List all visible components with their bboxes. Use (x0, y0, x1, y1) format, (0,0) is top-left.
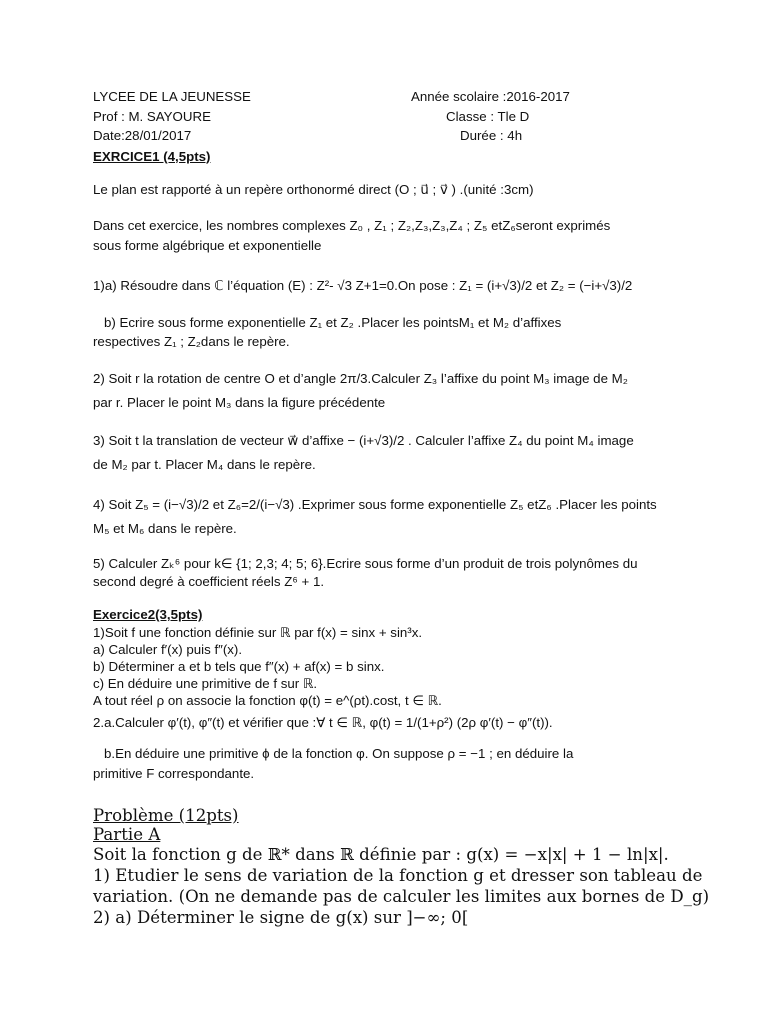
ex2-line4: c) En déduire une primitive de f sur ℝ. (93, 676, 318, 691)
ex1-q5-line1: 5) Calculer Zₖ⁶ pour k∈ {1; 2,3; 4; 5; 6}.Ecrire sous forme d’un produit de trois polynômes du (93, 556, 638, 571)
ex1-q5-line2: second degré à coefficient réels Z⁶ + 1. (93, 574, 325, 589)
problem-line1: Soit la fonction g de ℝ* dans ℝ définie par : g(x) = −x|x| + 1 − ln|x|. (93, 845, 669, 864)
ex1-q3-line2: de M₂ par t. Placer M₄ dans le repère. (93, 457, 316, 472)
class-level: Classe : Tle D (446, 109, 530, 124)
ex2-line6: 2.a.Calculer φ′(t), φ″(t) et vérifier que :∀ t ∈ ℝ, φ(t) = 1/(1+ρ²) (2ρ φ′(t) − φ″(t)). (93, 715, 553, 730)
exercise2-title: Exercice2(3,5pts) (93, 607, 203, 622)
ex1-q3-line1: 3) Soit t la translation de vecteur w⃗ d’affixe − (i+√3)/2 . Calculer l’affixe Z₄ du point M₄ image (93, 433, 634, 448)
ex1-statement-2: sous forme algébrique et exponentielle (93, 238, 322, 253)
ex2-line7: b.En déduire une primitive ϕ de la fonction φ. On suppose ρ = −1 ; en déduire la (104, 746, 574, 761)
ex1-q2-line2: par r. Placer le point M₃ dans la figure précédente (93, 395, 386, 410)
ex2-line5: A tout réel ρ on associe la fonction φ(t) = e^(ρt).cost, t ∈ ℝ. (93, 693, 442, 708)
exercise1-title: EXRCICE1 (4,5pts) (93, 149, 211, 164)
ex2-line3: b) Déterminer a et b tels que f″(x) + af(x) = b sinx. (93, 659, 385, 674)
ex1-q2-line1: 2) Soit r la rotation de centre O et d’angle 2π/3.Calculer Z₃ l’affixe du point M₃ image de M₂ (93, 371, 628, 386)
ex1-q4-line2: M₅ et M₆ dans le repère. (93, 521, 237, 536)
ex1-statement-1: Dans cet exercice, les nombres complexes Z₀ , Z₁ ; Z₂,Z₃,Z₃,Z₄ ; Z₅ etZ₆seront exprimés (93, 218, 611, 233)
problem-line2: 1) Etudier le sens de variation de la fonction g et dresser son tableau de (93, 866, 703, 885)
problem-line3: variation. (On ne demande pas de calculer les limites aux bornes de D_g) (93, 887, 710, 906)
exam-date: Date:28/01/2017 (93, 128, 192, 143)
ex1-q1a: 1)a) Résoudre dans ℂ l’équation (E) : Z²- √3 Z+1=0.On pose : Z₁ = (i+√3)/2 et Z₂ = (−i+√3)/2 (93, 278, 633, 293)
problem-title: Problème (12pts) (93, 806, 239, 825)
ex1-q1b-line1: b) Ecrire sous forme exponentielle Z₁ et Z₂ .Placer les pointsM₁ et M₂ d’affixes (104, 315, 562, 330)
teacher-name: Prof : M. SAYOURE (93, 109, 211, 124)
part-a-title: Partie A (93, 825, 161, 844)
ex1-q1b-line2: respectives Z₁ ; Z₂dans le repère. (93, 334, 290, 349)
ex2-line2: a) Calculer f′(x) puis f″(x). (93, 642, 243, 657)
exam-duration: Durée : 4h (460, 128, 523, 143)
school-name: LYCEE DE LA JEUNESSE (93, 89, 251, 104)
problem-line4: 2) a) Déterminer le signe de g(x) sur ]−∞; 0[ (93, 908, 469, 927)
ex1-q4-line1: 4) Soit Z₅ = (i−√3)/2 et Z₆=2/(i−√3) .Exprimer sous forme exponentielle Z₅ etZ₆ .Placer les points (93, 497, 657, 512)
ex2-line8: primitive F correspondante. (93, 766, 255, 781)
ex2-line1: 1)Soit f une fonction définie sur ℝ par f(x) = sinx + sin³x. (93, 625, 423, 640)
school-year: Année scolaire :2016-2017 (411, 89, 570, 104)
ex1-intro: Le plan est rapporté à un repère orthonormé direct (O ; u⃗ ; v⃗ ) .(unité :3cm) (93, 182, 534, 197)
